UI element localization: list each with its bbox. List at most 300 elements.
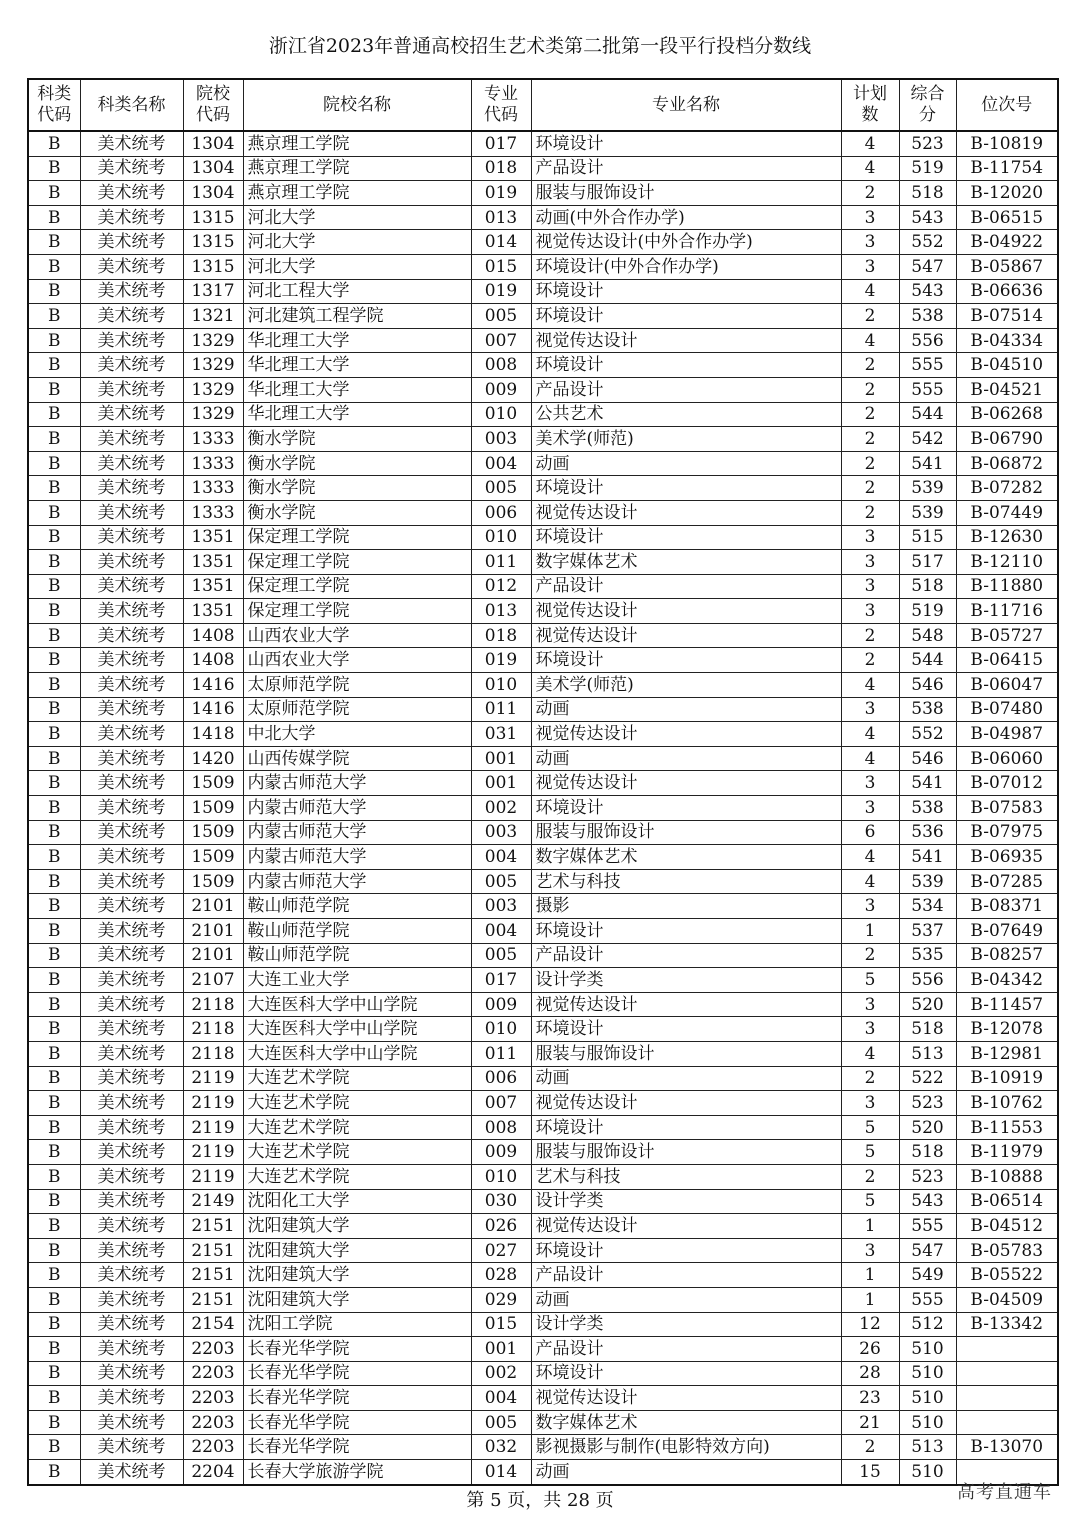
- cell-plan: 4: [841, 722, 899, 747]
- cell-score: 544: [899, 402, 956, 427]
- cell-rank: B-06872: [956, 451, 1058, 476]
- cell-score: 518: [899, 181, 956, 206]
- cell-rank: B-05522: [956, 1263, 1058, 1288]
- cell-major-name: 视觉传达设计: [531, 722, 841, 747]
- cell-school-code: 1416: [183, 697, 243, 722]
- table-row: [28, 1017, 1058, 1042]
- cell-school-code: 2107: [183, 968, 243, 993]
- cell-major-name: 产品设计: [531, 377, 841, 402]
- cell-kelei-code: B: [28, 1189, 80, 1214]
- cell-kelei-name: 美术统考: [80, 525, 183, 550]
- cell-school-code: 1333: [183, 500, 243, 525]
- cell-score: 538: [899, 304, 956, 329]
- cell-rank: B-11457: [956, 992, 1058, 1017]
- cell-rank: B-06515: [956, 205, 1058, 230]
- cell-major-name: 动画(中外合作办学): [531, 205, 841, 230]
- cell-school-name: 山西传媒学院: [243, 746, 471, 771]
- cell-school-code: 1509: [183, 796, 243, 821]
- cell-major-name: 视觉传达设计: [531, 623, 841, 648]
- cell-kelei-code: B: [28, 550, 80, 575]
- cell-plan: 4: [841, 746, 899, 771]
- cell-kelei-name: 美术统考: [80, 722, 183, 747]
- cell-school-code: 2203: [183, 1386, 243, 1411]
- table-row: [28, 1140, 1058, 1165]
- cell-school-code: 2118: [183, 992, 243, 1017]
- cell-rank: B-11979: [956, 1140, 1058, 1165]
- cell-score: 522: [899, 1066, 956, 1091]
- cell-major-name: 动画: [531, 1287, 841, 1312]
- cell-kelei-code: B: [28, 1435, 80, 1460]
- cell-rank: B-04342: [956, 968, 1058, 993]
- cell-kelei-name: 美术统考: [80, 1386, 183, 1411]
- cell-plan: 3: [841, 771, 899, 796]
- cell-school-name: 河北大学: [243, 254, 471, 279]
- cell-school-name: 沈阳建筑大学: [243, 1214, 471, 1239]
- cell-kelei-name: 美术统考: [80, 1164, 183, 1189]
- cell-school-code: 1329: [183, 402, 243, 427]
- cell-major-name: 视觉传达设计: [531, 771, 841, 796]
- cell-major-code: 004: [471, 451, 531, 476]
- cell-major-code: 003: [471, 820, 531, 845]
- header-kelei-code-text: 科类代码: [37, 84, 72, 125]
- cell-kelei-code: B: [28, 919, 80, 944]
- cell-major-code: 029: [471, 1287, 531, 1312]
- cell-kelei-code: B: [28, 1312, 80, 1337]
- table-row: [28, 377, 1058, 402]
- cell-kelei-name: 美术统考: [80, 377, 183, 402]
- cell-major-code: 009: [471, 1140, 531, 1165]
- cell-score: 555: [899, 1214, 956, 1239]
- cell-major-name: 服装与服饰设计: [531, 1140, 841, 1165]
- cell-major-code: 005: [471, 869, 531, 894]
- cell-kelei-code: B: [28, 894, 80, 919]
- cell-kelei-code: B: [28, 402, 80, 427]
- cell-school-code: 2151: [183, 1214, 243, 1239]
- cell-school-code: 2101: [183, 943, 243, 968]
- cell-major-name: 设计学类: [531, 968, 841, 993]
- score-table: [27, 78, 1059, 1486]
- cell-major-code: 004: [471, 845, 531, 870]
- cell-school-code: 2151: [183, 1263, 243, 1288]
- cell-kelei-name: 美术统考: [80, 1041, 183, 1066]
- cell-major-name: 服装与服饰设计: [531, 820, 841, 845]
- table-row: [28, 746, 1058, 771]
- table-row: [28, 1041, 1058, 1066]
- table-row: [28, 1410, 1058, 1435]
- cell-score: 523: [899, 1091, 956, 1116]
- cell-major-code: 010: [471, 525, 531, 550]
- table-row: [28, 1189, 1058, 1214]
- cell-kelei-code: B: [28, 746, 80, 771]
- header-score: [899, 79, 956, 131]
- cell-school-name: 衡水学院: [243, 427, 471, 452]
- cell-major-code: 001: [471, 746, 531, 771]
- cell-rank: B-04510: [956, 353, 1058, 378]
- cell-rank: B-07480: [956, 697, 1058, 722]
- cell-plan: 5: [841, 968, 899, 993]
- header-plan: [841, 79, 899, 131]
- cell-major-name: 环境设计: [531, 279, 841, 304]
- cell-score: 523: [899, 1164, 956, 1189]
- cell-major-code: 018: [471, 623, 531, 648]
- cell-major-name: 环境设计: [531, 796, 841, 821]
- cell-school-name: 河北大学: [243, 205, 471, 230]
- cell-major-code: 010: [471, 1164, 531, 1189]
- cell-school-name: 山西农业大学: [243, 623, 471, 648]
- cell-kelei-code: B: [28, 230, 80, 255]
- cell-kelei-code: B: [28, 623, 80, 648]
- cell-major-code: 010: [471, 402, 531, 427]
- cell-rank: B-12110: [956, 550, 1058, 575]
- cell-school-code: 1304: [183, 156, 243, 181]
- cell-score: 510: [899, 1337, 956, 1362]
- cell-score: 519: [899, 599, 956, 624]
- cell-school-code: 1408: [183, 648, 243, 673]
- header-score-text: 综合分: [910, 84, 945, 125]
- cell-score: 519: [899, 156, 956, 181]
- table-row: [28, 697, 1058, 722]
- cell-kelei-name: 美术统考: [80, 820, 183, 845]
- cell-school-code: 1408: [183, 623, 243, 648]
- cell-major-name: 环境设计(中外合作办学): [531, 254, 841, 279]
- cell-major-name: 公共艺术: [531, 402, 841, 427]
- table-row: [28, 796, 1058, 821]
- cell-plan: 3: [841, 230, 899, 255]
- table-row: [28, 771, 1058, 796]
- watermark: 高考直通车: [957, 1482, 1052, 1503]
- cell-plan: 4: [841, 1041, 899, 1066]
- table-row: [28, 1238, 1058, 1263]
- cell-rank: B-12078: [956, 1017, 1058, 1042]
- cell-kelei-code: B: [28, 1115, 80, 1140]
- cell-rank: B-06268: [956, 402, 1058, 427]
- table-row: [28, 1460, 1058, 1485]
- cell-major-name: 影视摄影与制作(电影特效方向): [531, 1435, 841, 1460]
- cell-major-name: 环境设计: [531, 476, 841, 501]
- cell-plan: 1: [841, 1263, 899, 1288]
- cell-school-code: 1416: [183, 673, 243, 698]
- cell-rank: B-13342: [956, 1312, 1058, 1337]
- cell-score: 544: [899, 648, 956, 673]
- cell-school-name: 内蒙古师范大学: [243, 771, 471, 796]
- table-row: [28, 968, 1058, 993]
- table-row: [28, 1164, 1058, 1189]
- cell-kelei-code: B: [28, 1041, 80, 1066]
- cell-major-name: 环境设计: [531, 1115, 841, 1140]
- table-row: [28, 992, 1058, 1017]
- cell-rank: B-07282: [956, 476, 1058, 501]
- cell-plan: 5: [841, 1189, 899, 1214]
- cell-plan: 1: [841, 1214, 899, 1239]
- cell-kelei-code: B: [28, 1140, 80, 1165]
- cell-kelei-code: B: [28, 697, 80, 722]
- cell-school-code: 2119: [183, 1115, 243, 1140]
- cell-kelei-code: B: [28, 427, 80, 452]
- cell-major-code: 014: [471, 1460, 531, 1485]
- cell-school-name: 大连艺术学院: [243, 1091, 471, 1116]
- cell-school-name: 内蒙古师范大学: [243, 796, 471, 821]
- table-body: [28, 131, 1058, 1485]
- cell-plan: 5: [841, 1140, 899, 1165]
- cell-school-name: 长春光华学院: [243, 1435, 471, 1460]
- cell-school-code: 1329: [183, 328, 243, 353]
- cell-major-code: 005: [471, 476, 531, 501]
- cell-rank: B-11754: [956, 156, 1058, 181]
- cell-kelei-name: 美术统考: [80, 1214, 183, 1239]
- cell-kelei-code: B: [28, 156, 80, 181]
- cell-score: 520: [899, 1115, 956, 1140]
- cell-major-name: 环境设计: [531, 131, 841, 156]
- cell-score: 510: [899, 1410, 956, 1435]
- cell-major-name: 动画: [531, 1066, 841, 1091]
- cell-rank: B-04987: [956, 722, 1058, 747]
- cell-plan: 2: [841, 377, 899, 402]
- cell-major-code: 001: [471, 771, 531, 796]
- cell-kelei-name: 美术统考: [80, 1263, 183, 1288]
- cell-school-code: 2151: [183, 1238, 243, 1263]
- cell-score: 543: [899, 205, 956, 230]
- cell-plan: 23: [841, 1386, 899, 1411]
- cell-school-code: 1351: [183, 599, 243, 624]
- cell-kelei-code: B: [28, 820, 80, 845]
- cell-major-name: 动画: [531, 1460, 841, 1485]
- cell-kelei-name: 美术统考: [80, 968, 183, 993]
- cell-kelei-name: 美术统考: [80, 1287, 183, 1312]
- cell-rank: B-10919: [956, 1066, 1058, 1091]
- cell-school-name: 内蒙古师范大学: [243, 845, 471, 870]
- cell-plan: 21: [841, 1410, 899, 1435]
- cell-major-code: 005: [471, 943, 531, 968]
- cell-rank: B-05727: [956, 623, 1058, 648]
- cell-plan: 2: [841, 623, 899, 648]
- cell-plan: 3: [841, 205, 899, 230]
- cell-major-name: 产品设计: [531, 943, 841, 968]
- cell-major-code: 027: [471, 1238, 531, 1263]
- cell-plan: 1: [841, 1287, 899, 1312]
- cell-plan: 4: [841, 131, 899, 156]
- cell-rank: B-04512: [956, 1214, 1058, 1239]
- cell-kelei-name: 美术统考: [80, 943, 183, 968]
- header-school-name: 院校名称: [243, 79, 471, 131]
- cell-kelei-name: 美术统考: [80, 1091, 183, 1116]
- table-row: [28, 1337, 1058, 1362]
- table-row: [28, 279, 1058, 304]
- cell-school-name: 大连艺术学院: [243, 1115, 471, 1140]
- table-row: [28, 894, 1058, 919]
- cell-school-name: 保定理工学院: [243, 599, 471, 624]
- cell-school-code: 2101: [183, 894, 243, 919]
- cell-plan: 3: [841, 1017, 899, 1042]
- cell-major-code: 026: [471, 1214, 531, 1239]
- cell-school-name: 华北理工大学: [243, 353, 471, 378]
- cell-major-code: 019: [471, 279, 531, 304]
- cell-major-name: 数字媒体艺术: [531, 550, 841, 575]
- cell-school-name: 内蒙古师范大学: [243, 820, 471, 845]
- cell-kelei-name: 美术统考: [80, 254, 183, 279]
- cell-school-name: 燕京理工学院: [243, 181, 471, 206]
- cell-school-code: 1333: [183, 476, 243, 501]
- cell-major-code: 003: [471, 894, 531, 919]
- cell-major-name: 数字媒体艺术: [531, 1410, 841, 1435]
- cell-kelei-name: 美术统考: [80, 771, 183, 796]
- cell-school-name: 大连医科大学中山学院: [243, 992, 471, 1017]
- table-row: [28, 1312, 1058, 1337]
- cell-rank: B-06047: [956, 673, 1058, 698]
- cell-score: 556: [899, 968, 956, 993]
- cell-rank: B-04922: [956, 230, 1058, 255]
- cell-school-code: 2203: [183, 1435, 243, 1460]
- cell-major-name: 视觉传达设计: [531, 500, 841, 525]
- cell-school-code: 2149: [183, 1189, 243, 1214]
- cell-score: 555: [899, 377, 956, 402]
- cell-plan: 2: [841, 353, 899, 378]
- cell-kelei-name: 美术统考: [80, 599, 183, 624]
- cell-school-code: 1418: [183, 722, 243, 747]
- cell-plan: 3: [841, 1091, 899, 1116]
- cell-school-code: 1315: [183, 254, 243, 279]
- table-row: [28, 648, 1058, 673]
- cell-kelei-code: B: [28, 279, 80, 304]
- cell-school-name: 河北工程大学: [243, 279, 471, 304]
- cell-major-name: 动画: [531, 451, 841, 476]
- cell-kelei-name: 美术统考: [80, 131, 183, 156]
- cell-rank: B-10762: [956, 1091, 1058, 1116]
- cell-kelei-code: B: [28, 377, 80, 402]
- cell-kelei-code: B: [28, 968, 80, 993]
- cell-kelei-name: 美术统考: [80, 697, 183, 722]
- cell-kelei-name: 美术统考: [80, 304, 183, 329]
- cell-major-code: 004: [471, 1386, 531, 1411]
- cell-major-code: 004: [471, 919, 531, 944]
- cell-plan: 4: [841, 279, 899, 304]
- cell-rank: [956, 1386, 1058, 1411]
- cell-major-code: 030: [471, 1189, 531, 1214]
- cell-school-code: 1333: [183, 427, 243, 452]
- cell-plan: 2: [841, 304, 899, 329]
- cell-kelei-code: B: [28, 648, 80, 673]
- cell-major-code: 031: [471, 722, 531, 747]
- cell-plan: 4: [841, 845, 899, 870]
- cell-score: 523: [899, 131, 956, 156]
- cell-major-code: 028: [471, 1263, 531, 1288]
- cell-plan: 2: [841, 451, 899, 476]
- cell-major-code: 005: [471, 304, 531, 329]
- cell-kelei-name: 美术统考: [80, 1115, 183, 1140]
- cell-school-name: 华北理工大学: [243, 328, 471, 353]
- cell-school-code: 2151: [183, 1287, 243, 1312]
- cell-rank: B-07514: [956, 304, 1058, 329]
- cell-kelei-code: B: [28, 181, 80, 206]
- cell-school-name: 沈阳建筑大学: [243, 1287, 471, 1312]
- cell-score: 555: [899, 353, 956, 378]
- cell-rank: B-10819: [956, 131, 1058, 156]
- table-row: [28, 1386, 1058, 1411]
- cell-rank: B-13070: [956, 1435, 1058, 1460]
- cell-major-name: 环境设计: [531, 919, 841, 944]
- table-row: [28, 131, 1058, 156]
- cell-major-name: 环境设计: [531, 304, 841, 329]
- cell-rank: B-04521: [956, 377, 1058, 402]
- cell-major-name: 产品设计: [531, 574, 841, 599]
- cell-kelei-code: B: [28, 771, 80, 796]
- cell-major-code: 009: [471, 377, 531, 402]
- cell-kelei-name: 美术统考: [80, 992, 183, 1017]
- cell-school-code: 1351: [183, 550, 243, 575]
- cell-major-name: 动画: [531, 746, 841, 771]
- cell-major-name: 产品设计: [531, 156, 841, 181]
- cell-major-code: 007: [471, 1091, 531, 1116]
- cell-score: 552: [899, 722, 956, 747]
- cell-major-code: 015: [471, 254, 531, 279]
- cell-rank: B-07649: [956, 919, 1058, 944]
- cell-major-code: 006: [471, 500, 531, 525]
- cell-major-name: 视觉传达设计: [531, 599, 841, 624]
- cell-kelei-name: 美术统考: [80, 476, 183, 501]
- cell-plan: 3: [841, 796, 899, 821]
- cell-major-name: 视觉传达设计: [531, 1214, 841, 1239]
- cell-kelei-name: 美术统考: [80, 1140, 183, 1165]
- cell-score: 541: [899, 771, 956, 796]
- cell-plan: 3: [841, 550, 899, 575]
- header-rank: 位次号: [956, 79, 1058, 131]
- table-row: [28, 427, 1058, 452]
- table-row: [28, 599, 1058, 624]
- cell-major-code: 011: [471, 697, 531, 722]
- cell-kelei-name: 美术统考: [80, 845, 183, 870]
- cell-plan: 2: [841, 500, 899, 525]
- cell-kelei-code: B: [28, 845, 80, 870]
- table-row: [28, 476, 1058, 501]
- cell-school-name: 华北理工大学: [243, 402, 471, 427]
- cell-plan: 12: [841, 1312, 899, 1337]
- cell-plan: 6: [841, 820, 899, 845]
- cell-major-code: 019: [471, 648, 531, 673]
- cell-kelei-name: 美术统考: [80, 181, 183, 206]
- cell-kelei-code: B: [28, 1066, 80, 1091]
- cell-school-name: 内蒙古师范大学: [243, 869, 471, 894]
- cell-plan: 1: [841, 919, 899, 944]
- cell-school-code: 2203: [183, 1410, 243, 1435]
- cell-major-code: 018: [471, 156, 531, 181]
- cell-plan: 3: [841, 1238, 899, 1263]
- cell-rank: B-06636: [956, 279, 1058, 304]
- cell-major-name: 艺术与科技: [531, 869, 841, 894]
- header-school-code: [183, 79, 243, 131]
- table-row: [28, 353, 1058, 378]
- cell-rank: B-06790: [956, 427, 1058, 452]
- header-major-code: [471, 79, 531, 131]
- cell-kelei-name: 美术统考: [80, 205, 183, 230]
- cell-kelei-name: 美术统考: [80, 1337, 183, 1362]
- table-row: [28, 254, 1058, 279]
- cell-school-name: 沈阳化工大学: [243, 1189, 471, 1214]
- cell-kelei-name: 美术统考: [80, 1238, 183, 1263]
- cell-school-name: 沈阳建筑大学: [243, 1263, 471, 1288]
- cell-school-name: 太原师范学院: [243, 697, 471, 722]
- cell-kelei-code: B: [28, 1017, 80, 1042]
- cell-major-name: 视觉传达设计: [531, 328, 841, 353]
- cell-kelei-name: 美术统考: [80, 796, 183, 821]
- cell-school-code: 2118: [183, 1017, 243, 1042]
- cell-rank: [956, 1410, 1058, 1435]
- cell-school-code: 1317: [183, 279, 243, 304]
- cell-score: 512: [899, 1312, 956, 1337]
- cell-score: 543: [899, 279, 956, 304]
- cell-rank: B-11716: [956, 599, 1058, 624]
- cell-school-code: 1420: [183, 746, 243, 771]
- cell-score: 538: [899, 697, 956, 722]
- cell-kelei-name: 美术统考: [80, 550, 183, 575]
